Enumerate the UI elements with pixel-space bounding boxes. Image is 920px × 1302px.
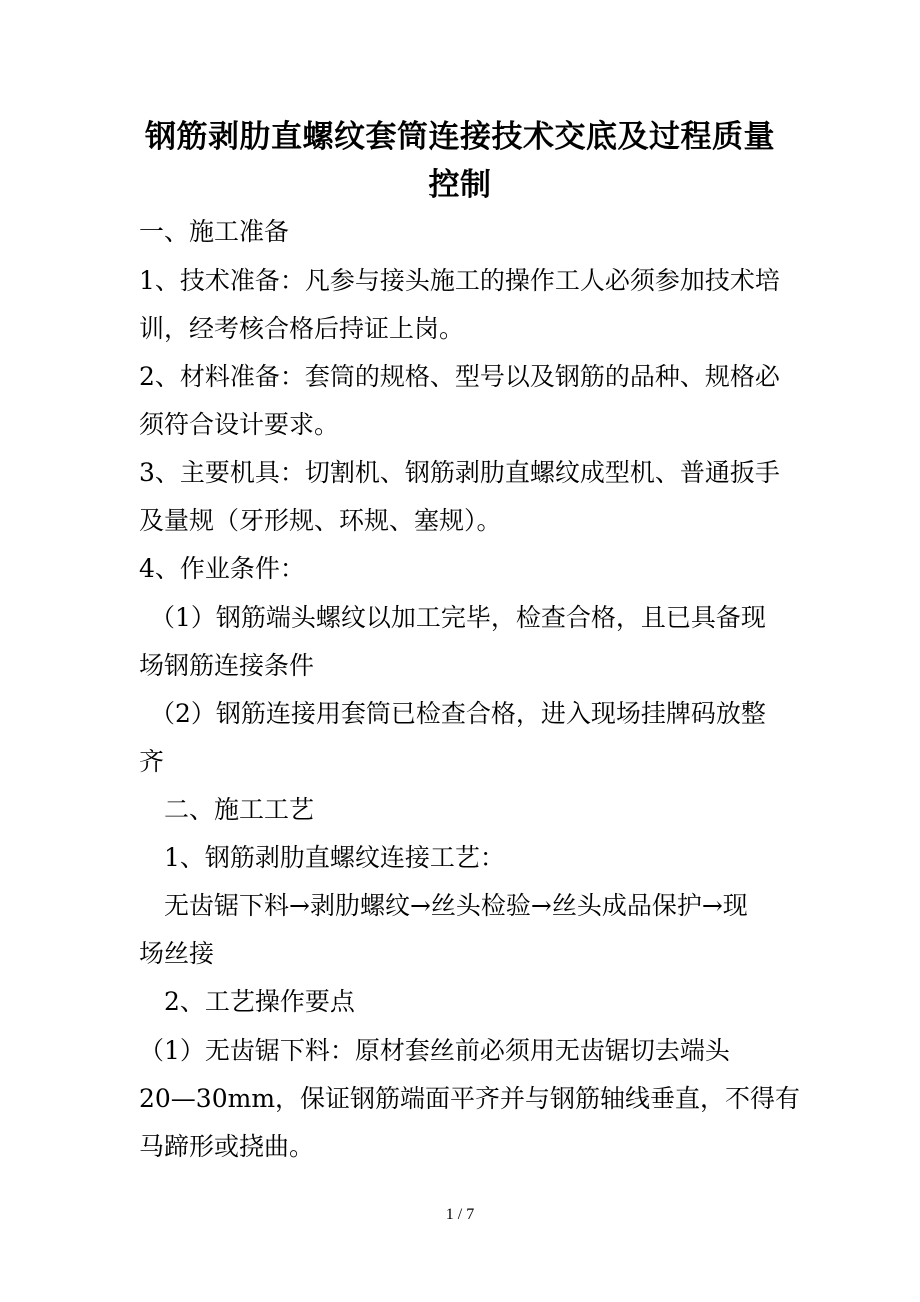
- paragraph-line: 3、主要机具：切割机、钢筋剥肋直螺纹成型机、普通扳手: [139, 458, 780, 487]
- page-number: 1 / 7: [445, 1206, 475, 1223]
- paragraph-line: 4、作业条件：: [139, 554, 305, 583]
- paragraph-line: （1）无齿锯下料：原材套丝前必须用无齿锯切去端头: [139, 1036, 730, 1065]
- paragraph-line: 须符合设计要求。: [139, 410, 340, 439]
- section-heading-process: 二、施工工艺: [164, 795, 315, 824]
- document-title-line-2: 控制: [428, 167, 492, 203]
- paragraph-line: 场丝接: [139, 939, 215, 968]
- paragraph-line: 无齿锯下料→剥肋螺纹→丝头检验→丝头成品保护→现: [164, 891, 748, 920]
- paragraph-line: 场钢筋连接条件: [139, 651, 315, 680]
- paragraph-line: （2）钢筋连接用套筒已检查合格，进入现场挂牌码放整: [150, 699, 766, 728]
- paragraph-line: 1、钢筋剥肋直螺纹连接工艺：: [164, 843, 505, 872]
- section-heading-preparation: 一、施工准备: [139, 217, 290, 246]
- paragraph-line: 2、材料准备：套筒的规格、型号以及钢筋的品种、规格必: [139, 362, 780, 391]
- paragraph-line: 20—30mm，保证钢筋端面平齐并与钢筋轴线垂直，不得有: [139, 1084, 801, 1113]
- paragraph-line: 及量规（牙形规、环规、塞规）。: [139, 506, 502, 535]
- paragraph-line: 1、技术准备：凡参与接头施工的操作工人必须参加技术培: [139, 266, 780, 295]
- paragraph-line: 齐: [139, 747, 165, 776]
- paragraph-line: 2、工艺操作要点: [164, 987, 355, 1016]
- document-title-line-1: 钢筋剥肋直螺纹套筒连接技术交底及过程质量: [145, 119, 775, 155]
- paragraph-line: 马蹄形或挠曲。: [139, 1132, 315, 1161]
- paragraph-line: （1）钢筋端头螺纹以加工完毕，检查合格，且已具备现: [150, 603, 766, 632]
- paragraph-line: 训，经考核合格后持证上岗。: [139, 314, 465, 343]
